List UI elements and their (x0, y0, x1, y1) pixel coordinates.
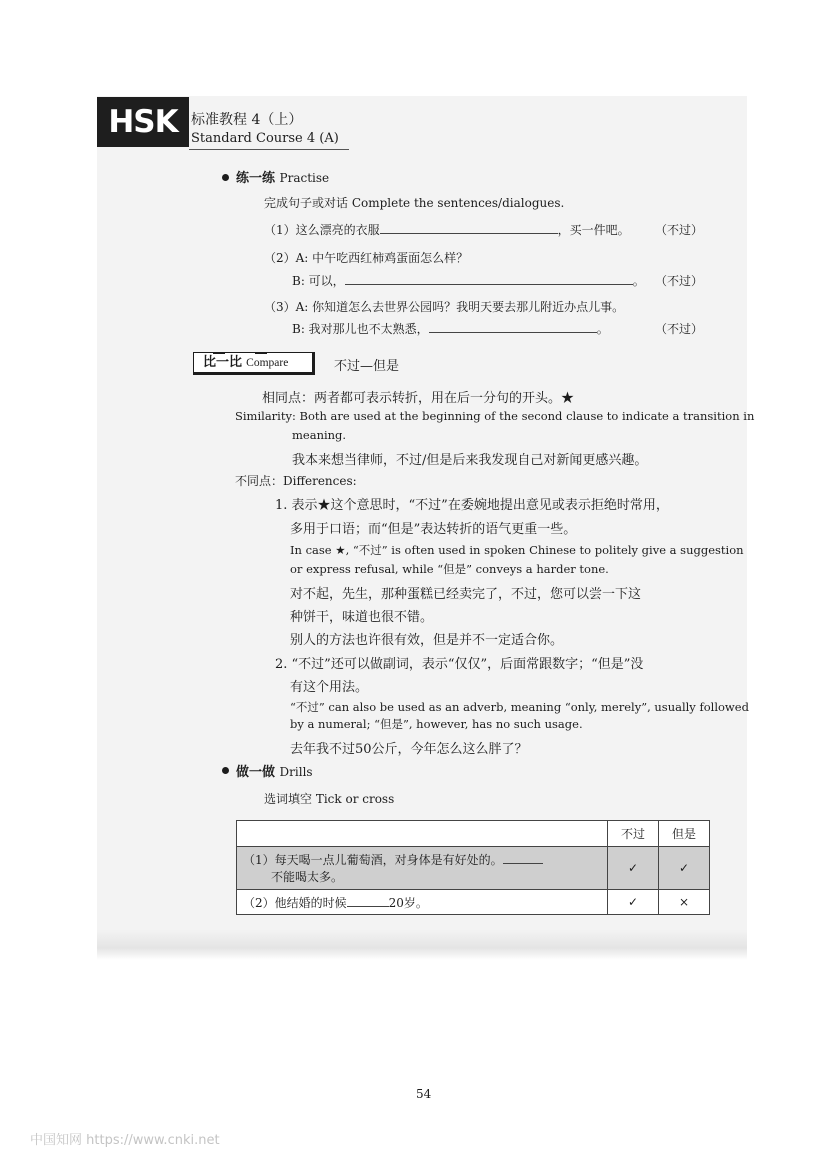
check-mark: ✓ (608, 847, 659, 890)
question-3-b-text: B: 我对那儿也不太熟悉， (292, 322, 429, 336)
cnki-watermark: 中国知网 https://www.cnki.net (30, 1133, 220, 1148)
drills-table (236, 820, 710, 915)
compare-heading-box (193, 352, 315, 375)
bullet-icon (222, 174, 229, 181)
table-header-cell: 但是 (659, 821, 710, 847)
difference-2-line-2: 有这个用法。 (290, 680, 369, 695)
row-2-text-start: （2）他结婚的时候 (243, 895, 347, 910)
hsk-logo: HSK (97, 97, 189, 147)
compare-heading-en: Compare (246, 357, 289, 369)
table-header-row (237, 821, 710, 847)
difference-2-en-line-2: by a numeral; “但是”, however, has no such usage. (290, 717, 583, 731)
question-3-a: （3）A: 你知道怎么去世界公园吗？我明天要去那儿附近办点儿事。 (264, 300, 625, 314)
compare-topic: 不过—但是 (334, 359, 400, 374)
question-1-hint: （不过） (655, 223, 704, 237)
question-1-start: （1）这么漂亮的衣服 (264, 223, 380, 237)
question-3-hint: （不过） (655, 322, 704, 336)
similarity-cn: 相同点：两者都可表示转折，用在后一分句的开头。★ (262, 391, 575, 406)
drills-heading (236, 761, 313, 780)
similarity-example: 我本来想当律师，不过/但是后来我发现自己对新闻更感兴趣。 (292, 453, 648, 468)
scanned-page-edge (97, 930, 747, 960)
question-3-b (292, 320, 609, 337)
answer-blank (503, 851, 543, 864)
question-2-b (292, 272, 645, 289)
difference-1-line-1: 1. 表示★这个意思时，“不过”在委婉地提出意见或表示拒绝时常用， (275, 498, 669, 513)
similarity-en-line-1: Similarity: Both are used at the beginning of the second clause to indicate a transition in (235, 409, 755, 423)
answer-blank (429, 320, 597, 333)
answer-blank (345, 272, 633, 285)
table-row-text (237, 890, 608, 915)
differences-label: 不同点：Differences: (235, 474, 357, 488)
difference-2-en-line-1: “不过” can also be used as an adverb, meaning “only, merely”, usually followed (290, 700, 749, 714)
table-row-text (237, 847, 608, 890)
header-rule (189, 149, 349, 150)
table-header-blank (237, 821, 608, 847)
difference-1-example-line-3: 别人的方法也许很有效，但是并不一定适合你。 (290, 633, 564, 648)
practise-heading (236, 167, 329, 186)
difference-1-en-line-1: In case ★, “不过” is often used in spoken Chinese to politely give a suggestion (290, 543, 744, 557)
question-2-end: 。 (632, 274, 645, 288)
answer-blank (380, 221, 558, 234)
practise-heading-en: Practise (279, 171, 330, 185)
cross-mark: × (659, 890, 710, 915)
difference-1-example-line-1: 对不起，先生，那种蛋糕已经卖完了，不过，您可以尝一下这 (290, 587, 642, 602)
table-row (237, 890, 710, 915)
table-row (237, 847, 710, 890)
check-mark: ✓ (608, 890, 659, 915)
answer-blank (347, 894, 389, 907)
heading-dash (213, 352, 225, 354)
drills-instruction: 选词填空 Tick or cross (264, 792, 395, 806)
heading-dash (255, 352, 267, 354)
difference-1-en-line-2: or express refusal, while “但是” conveys a harder tone. (290, 562, 609, 576)
row-1-text-line-1: （1）每天喝一点儿葡萄酒，对身体是有好处的。 (243, 853, 503, 867)
page-number: 54 (416, 1087, 432, 1101)
practise-heading-cn: 练一练 (236, 171, 276, 186)
question-1-end: ，买一件吧。 (557, 223, 630, 237)
compare-heading-cn: 比一比 (203, 355, 243, 370)
check-mark: ✓ (659, 847, 710, 890)
practise-instruction: 完成句子或对话 Complete the sentences/dialogues. (264, 196, 565, 210)
similarity-en-line-2: meaning. (292, 428, 347, 442)
question-2-hint: （不过） (655, 274, 704, 288)
difference-1-example-line-2: 种饼干，味道也很不错。 (290, 610, 434, 625)
difference-2-example: 去年我不过50公斤，今年怎么这么胖了？ (290, 742, 528, 757)
question-2-a: （2）A: 中午吃西红柿鸡蛋面怎么样？ (264, 251, 469, 265)
drills-heading-cn: 做一做 (236, 765, 276, 780)
row-1-text-line-2: 不能喝太多。 (271, 870, 344, 884)
question-1 (264, 221, 630, 238)
bullet-icon (222, 767, 229, 774)
table-header-cell: 不过 (608, 821, 659, 847)
row-2-text-end: 20岁。 (388, 895, 428, 910)
drills-heading-en: Drills (279, 765, 313, 779)
question-3-end: 。 (596, 322, 609, 336)
book-title-en: Standard Course 4 (A) (191, 131, 339, 146)
difference-2-line-1: 2. “不过”还可以做副词，表示“仅仅”，后面常跟数字；“但是”没 (275, 657, 644, 672)
question-2-b-text: B: 可以， (292, 274, 345, 288)
difference-1-line-2: 多用于口语；而“但是”表达转折的语气更重一些。 (290, 522, 577, 537)
book-title-cn: 标准教程 4（上） (191, 112, 303, 128)
